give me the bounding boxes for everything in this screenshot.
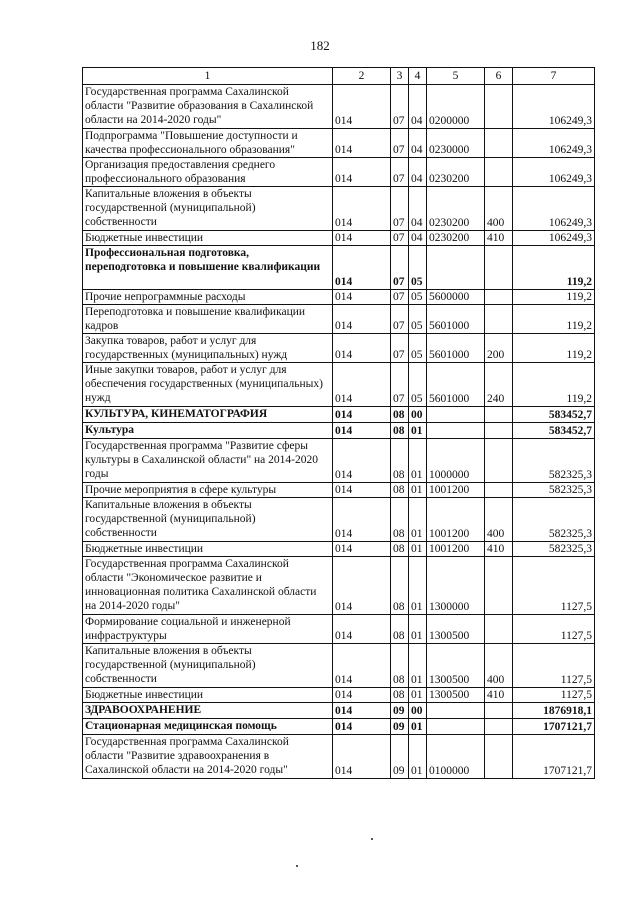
row-col-4: 01 bbox=[409, 735, 427, 779]
row-col-6: 240 bbox=[485, 363, 513, 407]
row-name: Капитальные вложения в объекты государственной (муниципальной) собственности bbox=[83, 498, 333, 542]
header-col-6: 6 bbox=[485, 68, 513, 85]
row-name: ЗДРАВООХРАНЕНИЕ bbox=[83, 703, 333, 719]
row-name: Бюджетные инвестиции bbox=[83, 231, 333, 246]
row-name: Формирование социальной и инженерной инфраструктуры bbox=[83, 615, 333, 644]
row-name: Бюджетные инвестиции bbox=[83, 542, 333, 557]
table-row bbox=[83, 439, 595, 483]
row-col-2: 014 bbox=[333, 290, 391, 305]
row-col-5: 1001200 bbox=[427, 483, 485, 498]
row-name: КУЛЬТУРА, КИНЕМАТОГРАФИЯ bbox=[83, 407, 333, 423]
header-col-5: 5 bbox=[427, 68, 485, 85]
row-amount: 119,2 bbox=[513, 334, 595, 363]
row-col-4: 05 bbox=[409, 290, 427, 305]
table-row bbox=[83, 615, 595, 644]
row-amount: 106249,3 bbox=[513, 187, 595, 231]
row-col-2: 014 bbox=[333, 423, 391, 439]
row-col-2: 014 bbox=[333, 735, 391, 779]
row-col-5: 0230200 bbox=[427, 158, 485, 187]
table-row bbox=[83, 363, 595, 407]
row-col-4: 05 bbox=[409, 246, 427, 290]
table-row bbox=[83, 423, 595, 439]
row-name: Закупка товаров, работ и услуг для государственных (муниципальных) нужд bbox=[83, 334, 333, 363]
row-col-6 bbox=[485, 158, 513, 187]
row-amount: 1127,5 bbox=[513, 557, 595, 615]
row-name: Подпрограмма "Повышение доступности и качества профессионального образования" bbox=[83, 129, 333, 158]
row-col-2: 014 bbox=[333, 615, 391, 644]
row-col-3: 08 bbox=[391, 423, 409, 439]
row-col-4: 01 bbox=[409, 719, 427, 735]
row-col-4: 01 bbox=[409, 644, 427, 688]
row-col-3: 07 bbox=[391, 305, 409, 334]
row-col-4: 05 bbox=[409, 334, 427, 363]
row-col-6: 410 bbox=[485, 542, 513, 557]
row-amount: 1707121,7 bbox=[513, 719, 595, 735]
row-amount: 582325,3 bbox=[513, 483, 595, 498]
row-col-4: 01 bbox=[409, 498, 427, 542]
row-col-3: 08 bbox=[391, 557, 409, 615]
row-amount: 1127,5 bbox=[513, 644, 595, 688]
row-amount: 1876918,1 bbox=[513, 703, 595, 719]
row-col-4: 01 bbox=[409, 615, 427, 644]
table-header bbox=[83, 68, 595, 85]
row-name: Капитальные вложения в объекты государственной (муниципальной) собственности bbox=[83, 644, 333, 688]
row-col-5: 5601000 bbox=[427, 305, 485, 334]
table-body bbox=[83, 85, 595, 779]
row-amount: 1127,5 bbox=[513, 615, 595, 644]
row-col-3: 07 bbox=[391, 85, 409, 129]
row-col-3: 07 bbox=[391, 363, 409, 407]
row-col-2: 014 bbox=[333, 85, 391, 129]
row-name: Прочие мероприятия в сфере культуры bbox=[83, 483, 333, 498]
row-col-4: 04 bbox=[409, 231, 427, 246]
row-name: Переподготовка и повышение квалификации кадров bbox=[83, 305, 333, 334]
row-name: Бюджетные инвестиции bbox=[83, 688, 333, 703]
row-col-6: 400 bbox=[485, 187, 513, 231]
page-number: 182 bbox=[310, 38, 330, 53]
row-col-2: 014 bbox=[333, 688, 391, 703]
row-col-4: 01 bbox=[409, 557, 427, 615]
row-col-3: 07 bbox=[391, 334, 409, 363]
table-row bbox=[83, 290, 595, 305]
row-amount: 106249,3 bbox=[513, 158, 595, 187]
row-col-5: 1300500 bbox=[427, 615, 485, 644]
row-col-3: 08 bbox=[391, 542, 409, 557]
table-row bbox=[83, 542, 595, 557]
row-col-6 bbox=[485, 615, 513, 644]
row-col-6 bbox=[485, 719, 513, 735]
table-row bbox=[83, 644, 595, 688]
row-col-2: 014 bbox=[333, 439, 391, 483]
row-col-4: 04 bbox=[409, 158, 427, 187]
table-row bbox=[83, 483, 595, 498]
row-col-2: 014 bbox=[333, 305, 391, 334]
row-col-3: 08 bbox=[391, 439, 409, 483]
row-col-5: 1000000 bbox=[427, 439, 485, 483]
row-col-2: 014 bbox=[333, 334, 391, 363]
table-row bbox=[83, 158, 595, 187]
row-col-6 bbox=[485, 557, 513, 615]
row-amount: 119,2 bbox=[513, 305, 595, 334]
row-col-2: 014 bbox=[333, 644, 391, 688]
row-col-5 bbox=[427, 407, 485, 423]
row-col-6 bbox=[485, 85, 513, 129]
row-col-5 bbox=[427, 703, 485, 719]
row-amount: 119,2 bbox=[513, 290, 595, 305]
row-col-4: 05 bbox=[409, 363, 427, 407]
table-row bbox=[83, 187, 595, 231]
row-col-2: 014 bbox=[333, 246, 391, 290]
row-col-5: 0230200 bbox=[427, 231, 485, 246]
row-col-6 bbox=[485, 129, 513, 158]
table-row bbox=[83, 498, 595, 542]
row-col-4: 01 bbox=[409, 439, 427, 483]
row-col-5: 5601000 bbox=[427, 363, 485, 407]
row-col-3: 08 bbox=[391, 615, 409, 644]
row-name: Иные закупки товаров, работ и услуг для обеспечения государственных (муниципальных) нужд bbox=[83, 363, 333, 407]
row-name: Государственная программа Сахалинской области "Экономическое развитие и инновационная политика Сахалинской области на 2014-2020 годы" bbox=[83, 557, 333, 615]
table-row bbox=[83, 334, 595, 363]
table-row bbox=[83, 719, 595, 735]
row-amount: 119,2 bbox=[513, 246, 595, 290]
row-col-3: 07 bbox=[391, 290, 409, 305]
row-name: Капитальные вложения в объекты государственной (муниципальной) собственности bbox=[83, 187, 333, 231]
row-col-3: 09 bbox=[391, 703, 409, 719]
row-col-3: 08 bbox=[391, 644, 409, 688]
row-amount: 106249,3 bbox=[513, 129, 595, 158]
row-col-3: 07 bbox=[391, 187, 409, 231]
row-col-2: 014 bbox=[333, 158, 391, 187]
row-col-2: 014 bbox=[333, 129, 391, 158]
row-col-4: 05 bbox=[409, 305, 427, 334]
row-col-6 bbox=[485, 407, 513, 423]
table-row bbox=[83, 557, 595, 615]
row-col-6 bbox=[485, 735, 513, 779]
row-col-4: 04 bbox=[409, 85, 427, 129]
header-row bbox=[83, 68, 595, 85]
row-col-6: 400 bbox=[485, 644, 513, 688]
row-col-4: 01 bbox=[409, 542, 427, 557]
row-col-5 bbox=[427, 423, 485, 439]
row-col-2: 014 bbox=[333, 719, 391, 735]
row-amount: 1127,5 bbox=[513, 688, 595, 703]
row-col-5: 1001200 bbox=[427, 498, 485, 542]
row-col-4: 04 bbox=[409, 129, 427, 158]
header-col-1: 1 bbox=[83, 68, 333, 85]
table-row bbox=[83, 246, 595, 290]
table-row bbox=[83, 703, 595, 719]
row-col-6 bbox=[485, 703, 513, 719]
row-col-5: 0230200 bbox=[427, 187, 485, 231]
row-amount: 582325,3 bbox=[513, 498, 595, 542]
row-col-4: 04 bbox=[409, 187, 427, 231]
row-col-4: 00 bbox=[409, 407, 427, 423]
row-col-2: 014 bbox=[333, 187, 391, 231]
row-col-6 bbox=[485, 246, 513, 290]
row-col-6: 410 bbox=[485, 688, 513, 703]
row-col-3: 08 bbox=[391, 688, 409, 703]
header-col-4: 4 bbox=[409, 68, 427, 85]
row-amount: 582325,3 bbox=[513, 439, 595, 483]
row-name: Культура bbox=[83, 423, 333, 439]
row-name: Государственная программа Сахалинской области "Развитие образования в Сахалинской области на 2014-2020 годы" bbox=[83, 85, 333, 129]
row-col-3: 08 bbox=[391, 483, 409, 498]
row-col-4: 01 bbox=[409, 483, 427, 498]
row-amount: 583452,7 bbox=[513, 407, 595, 423]
scan-speck bbox=[296, 865, 298, 867]
header-col-2: 2 bbox=[333, 68, 391, 85]
row-col-6 bbox=[485, 483, 513, 498]
row-col-5 bbox=[427, 246, 485, 290]
row-col-3: 07 bbox=[391, 246, 409, 290]
row-amount: 1707121,7 bbox=[513, 735, 595, 779]
row-col-4: 00 bbox=[409, 703, 427, 719]
row-col-6 bbox=[485, 423, 513, 439]
table-row bbox=[83, 129, 595, 158]
row-amount: 119,2 bbox=[513, 363, 595, 407]
row-col-3: 07 bbox=[391, 158, 409, 187]
row-name: Государственная программа "Развитие сферы культуры в Сахалинской области" на 2014-2020 годы bbox=[83, 439, 333, 483]
table-row bbox=[83, 407, 595, 423]
row-col-5: 0100000 bbox=[427, 735, 485, 779]
table-row bbox=[83, 688, 595, 703]
row-amount: 582325,3 bbox=[513, 542, 595, 557]
row-col-4: 01 bbox=[409, 688, 427, 703]
row-col-2: 014 bbox=[333, 407, 391, 423]
row-col-6 bbox=[485, 305, 513, 334]
header-col-3: 3 bbox=[391, 68, 409, 85]
row-col-6: 200 bbox=[485, 334, 513, 363]
header-col-7: 7 bbox=[513, 68, 595, 85]
table-row bbox=[83, 231, 595, 246]
row-col-5: 1001200 bbox=[427, 542, 485, 557]
row-name: Прочие непрограммные расходы bbox=[83, 290, 333, 305]
row-col-2: 014 bbox=[333, 542, 391, 557]
row-col-6: 400 bbox=[485, 498, 513, 542]
row-col-5 bbox=[427, 719, 485, 735]
table-row bbox=[83, 85, 595, 129]
row-col-5: 5600000 bbox=[427, 290, 485, 305]
table-row bbox=[83, 305, 595, 334]
row-name: Профессиональная подготовка, переподготовка и повышение квалификации bbox=[83, 246, 333, 290]
row-col-2: 014 bbox=[333, 557, 391, 615]
row-col-3: 09 bbox=[391, 735, 409, 779]
row-col-4: 01 bbox=[409, 423, 427, 439]
row-col-5: 1300500 bbox=[427, 688, 485, 703]
row-col-6: 410 bbox=[485, 231, 513, 246]
row-col-6 bbox=[485, 290, 513, 305]
row-col-3: 08 bbox=[391, 498, 409, 542]
row-col-5: 5601000 bbox=[427, 334, 485, 363]
row-col-5: 1300500 bbox=[427, 644, 485, 688]
row-name: Организация предоставления среднего профессионального образования bbox=[83, 158, 333, 187]
row-col-5: 1300000 bbox=[427, 557, 485, 615]
row-col-5: 0230000 bbox=[427, 129, 485, 158]
row-col-2: 014 bbox=[333, 363, 391, 407]
row-col-3: 07 bbox=[391, 129, 409, 158]
row-col-5: 0200000 bbox=[427, 85, 485, 129]
scan-speck bbox=[371, 838, 373, 840]
row-amount: 106249,3 bbox=[513, 85, 595, 129]
row-amount: 583452,7 bbox=[513, 423, 595, 439]
row-col-6 bbox=[485, 439, 513, 483]
row-col-2: 014 bbox=[333, 498, 391, 542]
row-col-3: 07 bbox=[391, 231, 409, 246]
row-col-2: 014 bbox=[333, 483, 391, 498]
row-col-3: 09 bbox=[391, 719, 409, 735]
row-col-2: 014 bbox=[333, 703, 391, 719]
row-name: Стационарная медицинская помощь bbox=[83, 719, 333, 735]
row-amount: 106249,3 bbox=[513, 231, 595, 246]
row-name: Государственная программа Сахалинской области "Развитие здравоохранения в Сахалинской области на 2014-2020 годы" bbox=[83, 735, 333, 779]
row-col-2: 014 bbox=[333, 231, 391, 246]
row-col-3: 08 bbox=[391, 407, 409, 423]
budget-table bbox=[82, 67, 595, 779]
table-row bbox=[83, 735, 595, 779]
